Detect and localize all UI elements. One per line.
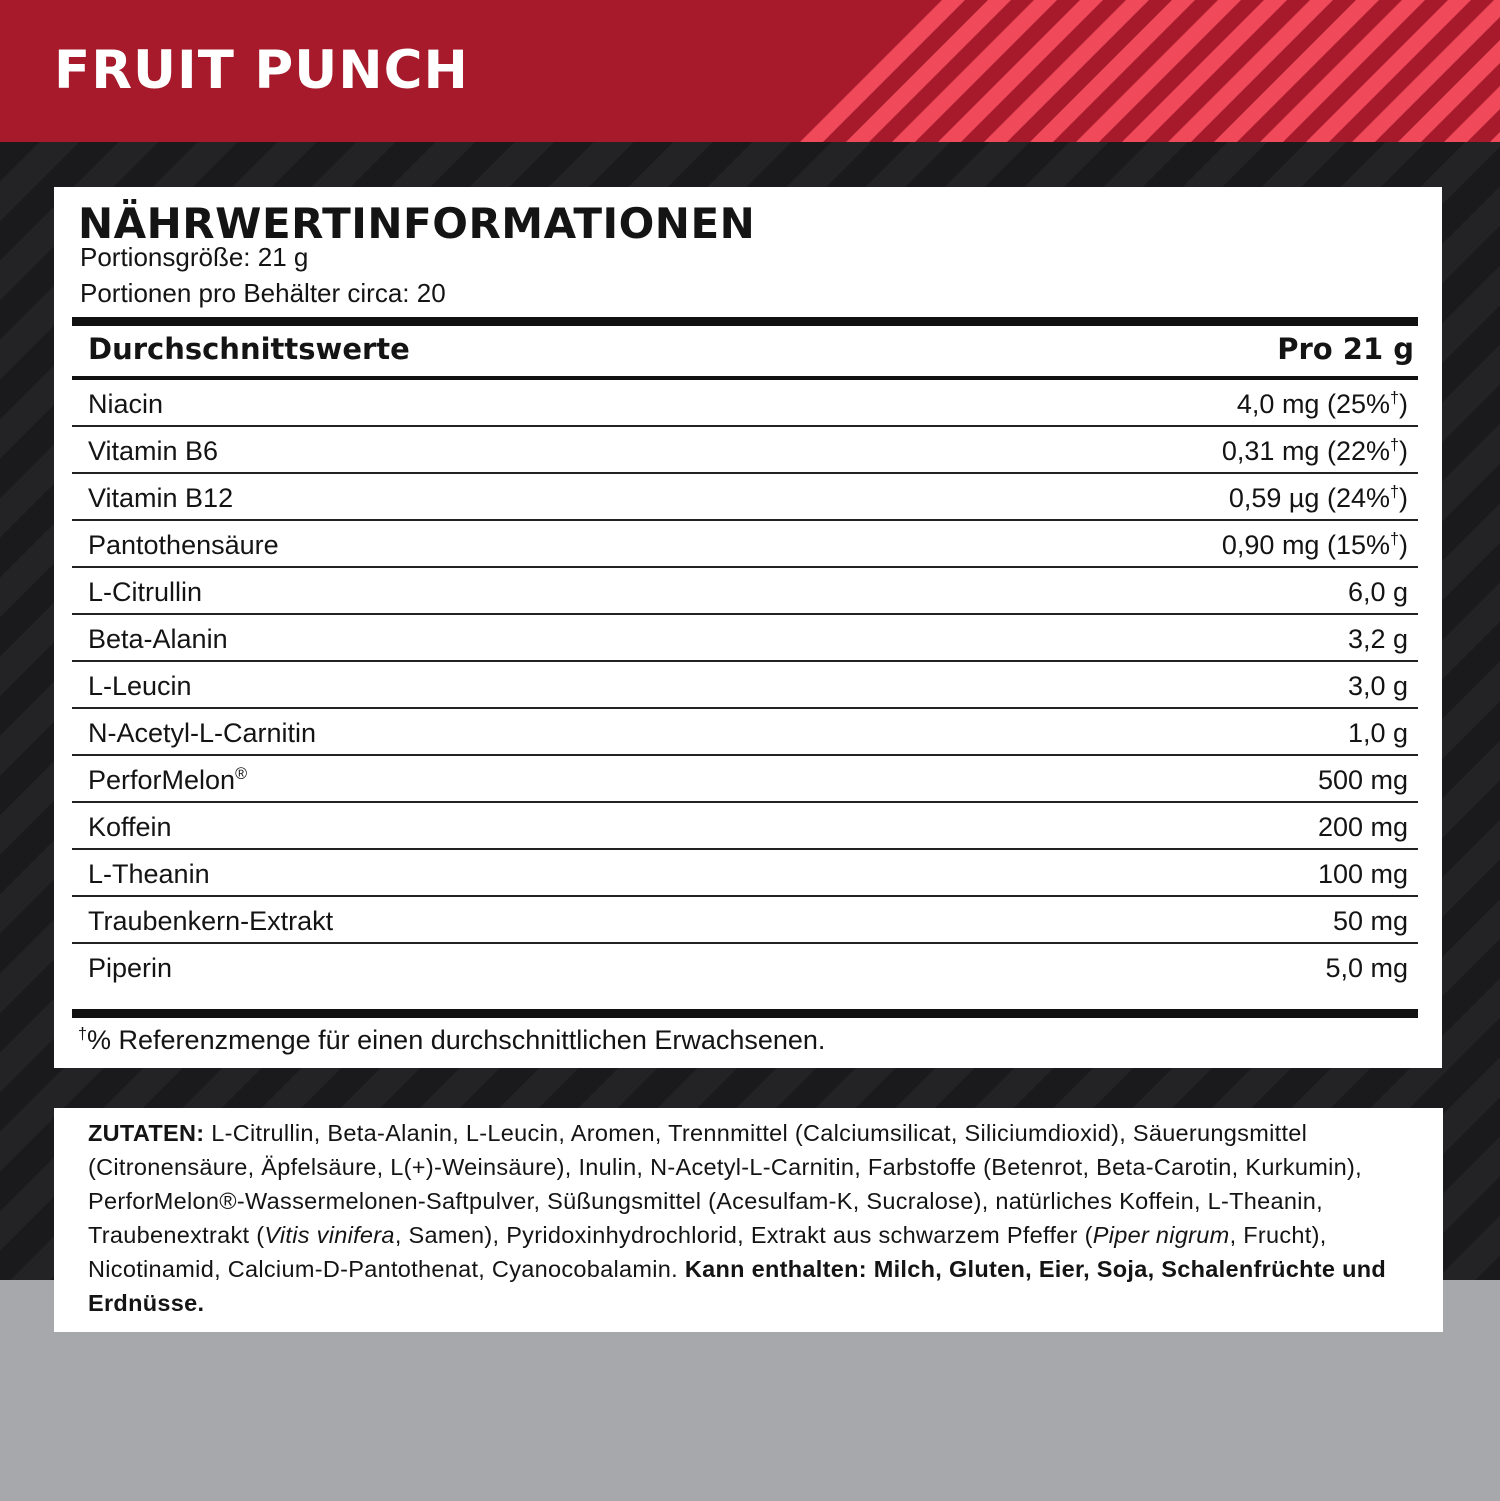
nutrient-name: Niacin	[88, 389, 164, 419]
column-header-average-values: Durchschnittswerte	[88, 332, 410, 366]
nutrient-row	[72, 427, 1418, 474]
nutrient-value: 0,59 µg (24%†)	[1228, 483, 1408, 513]
nutrient-name: L-Leucin	[88, 671, 192, 701]
nutrient-name: Vitamin B6	[88, 436, 219, 466]
nutrition-panel	[54, 187, 1442, 1068]
nutrient-table	[72, 380, 1418, 989]
nutrient-value: 5,0 mg	[1325, 953, 1408, 983]
serving-size: Portionsgröße: 21 g	[80, 242, 309, 272]
column-header-per-serving: Pro 21 g	[1277, 332, 1414, 366]
nutrient-row	[72, 662, 1418, 709]
nutrient-name: Traubenkern-Extrakt	[88, 906, 334, 936]
ingredients-latin-name-2: Piper nigrum	[1092, 1222, 1230, 1248]
ingredients-list-part3: , Frucht), Nicotinamid, Calcium-D-Pantothenat, Cyanocobalamin.	[88, 1222, 1327, 1282]
nutrient-name: Beta-Alanin	[88, 624, 228, 654]
nutrient-value: 6,0 g	[1347, 577, 1408, 607]
nutrition-title: NÄHRWERTINFORMATIONEN	[78, 199, 756, 248]
nutrient-value: 4,0 mg (25%†)	[1236, 389, 1408, 419]
nutrient-name: L-Citrullin	[88, 577, 203, 607]
ingredients-latin-name-1: Vitis vinifera	[264, 1222, 395, 1248]
diagonal-stripes-decoration	[800, 0, 1500, 142]
thick-divider-bottom	[72, 1009, 1418, 1018]
nutrient-value: 0,90 mg (15%†)	[1221, 530, 1408, 560]
nutrient-value: 500 mg	[1317, 765, 1408, 795]
nutrient-value: 0,31 mg (22%†)	[1221, 436, 1408, 466]
nutrient-row	[72, 709, 1418, 756]
servings-per-container: Portionen pro Behälter circa: 20	[80, 278, 446, 308]
nutrient-row	[72, 803, 1418, 850]
nutrient-name: Pantothensäure	[88, 530, 279, 560]
ingredients-list-part2: , Samen), Pyridoxinhydrochlorid, Extrakt aus schwarzem Pfeffer (	[394, 1222, 1093, 1248]
nutrient-value: 3,0 g	[1347, 671, 1408, 701]
nutrient-row	[72, 756, 1418, 803]
ingredients-list-part1: L-Citrullin, Beta-Alanin, L-Leucin, Aromen, Trennmittel (Calciumsilicat, Siliciumdioxid), Säuerungsmittel (Citronensäure, Äpfelsäure, L(+)-Weinsäure), Inulin, N-Acetyl-L-Carnitin, Farbstoffe (Betenrot, Beta-Carotin, Kurkumin), PerforMelon®-Wassermelonen-Saftpulver, Süßungsmittel (Acesulfam-K, Sucralose), natürliches Koffein, L-Theanin, Traubenextrakt (	[88, 1120, 1362, 1248]
nutrient-row	[72, 474, 1418, 521]
nutrient-value: 3,2 g	[1347, 624, 1408, 654]
nutrient-row	[72, 521, 1418, 568]
nutrient-value: 200 mg	[1317, 812, 1408, 842]
ingredients-label: ZUTATEN:	[88, 1120, 205, 1146]
ingredients-text	[88, 1116, 1418, 1320]
thick-divider	[72, 317, 1418, 326]
nutrient-value: 100 mg	[1317, 859, 1408, 889]
nutrient-name: N-Acetyl-L-Carnitin	[88, 718, 317, 748]
nutrient-row	[72, 380, 1418, 427]
flavor-title: FRUIT PUNCH	[54, 40, 469, 101]
nutrient-value: 1,0 g	[1347, 718, 1408, 748]
nutrient-row	[72, 944, 1418, 989]
nutrient-name: Vitamin B12	[88, 483, 234, 513]
nutrient-name: L-Theanin	[88, 859, 210, 889]
nutrient-row	[72, 850, 1418, 897]
nutrient-name: PerforMelon®	[88, 765, 248, 795]
flavor-header-banner	[0, 0, 1500, 142]
nutrient-name: Koffein	[88, 812, 172, 842]
nutrient-value: 50 mg	[1332, 906, 1408, 936]
allergen-statement: Kann enthalten: Milch, Gluten, Eier, Soja, Schalenfrüchte und Erdnüsse.	[88, 1256, 1387, 1316]
nutrient-row	[72, 615, 1418, 662]
ingredients-panel	[54, 1108, 1443, 1332]
reference-footnote: †% Referenzmenge für einen durchschnittlichen Erwachsenen.	[78, 1025, 826, 1055]
nutrient-row	[72, 897, 1418, 944]
nutrient-row	[72, 568, 1418, 615]
nutrient-name: Piperin	[88, 953, 173, 983]
